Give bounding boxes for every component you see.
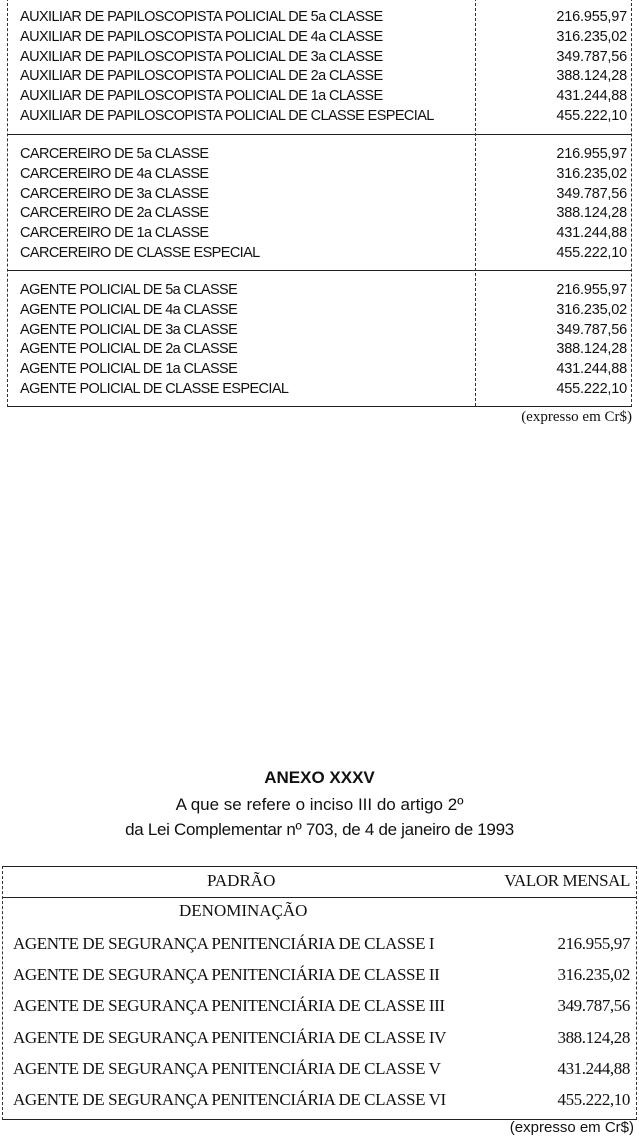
salary-value: 455.222,10 xyxy=(556,108,627,124)
salary-value: 316.235,02 xyxy=(556,28,627,45)
header-separator xyxy=(3,897,636,898)
salary-value: 431.244,88 xyxy=(556,361,627,378)
annex-subtitle: A que se refere o inciso III do artigo 2º xyxy=(175,795,464,814)
table-row xyxy=(20,86,629,106)
salary-value: 455.222,10 xyxy=(556,245,627,261)
table-row xyxy=(20,7,629,27)
table-row xyxy=(20,144,629,164)
job-title: AUXILIAR DE PAPILOSCOPISTA POLICIAL DE 5a CLASSE xyxy=(20,9,383,25)
table-row xyxy=(20,106,629,126)
header-denominacao: DENOMINAÇÃO xyxy=(179,901,308,920)
column-divider xyxy=(475,0,476,406)
annex-subtitle: da Lei Complementar nº 703, de 4 de janeiro de 1993 xyxy=(125,820,514,839)
job-title: AGENTE POLICIAL DE 4a CLASSE xyxy=(20,301,238,318)
job-title: CARCEREIRO DE 1a CLASSE xyxy=(20,225,209,242)
salary-value: 455.222,10 xyxy=(556,381,627,397)
currency-note: (expresso em Cr$) xyxy=(509,1119,634,1136)
table-row xyxy=(13,1087,630,1113)
group-agente-policial xyxy=(8,270,631,407)
job-title: AGENTE POLICIAL DE 1a CLASSE xyxy=(20,361,238,378)
job-title: AGENTE POLICIAL DE CLASSE ESPECIAL xyxy=(20,381,289,397)
salary-value: 349.787,56 xyxy=(556,321,627,338)
salary-value: 431.244,88 xyxy=(556,225,627,242)
salary-value: 216.955,97 xyxy=(556,282,627,298)
salary-table-top xyxy=(7,0,632,407)
job-title: AUXILIAR DE PAPILOSCOPISTA POLICIAL DE 2a CLASSE xyxy=(20,68,383,85)
job-title: CARCEREIRO DE 4a CLASSE xyxy=(20,165,209,182)
salary-value: 349.787,56 xyxy=(556,48,627,65)
table-row xyxy=(20,243,629,263)
table-row xyxy=(20,359,629,379)
salary-value: 388.124,28 xyxy=(556,68,627,85)
header-padrao: PADRÃO xyxy=(207,871,276,890)
table-row xyxy=(20,223,629,243)
table-row xyxy=(13,1025,630,1051)
salary-value: 316.235,02 xyxy=(556,165,627,182)
job-title: AGENTE DE SEGURANÇA PENITENCIÁRIA DE CLASSE V xyxy=(13,1058,441,1078)
job-title: AGENTE DE SEGURANÇA PENITENCIÁRIA DE CLASSE II xyxy=(13,965,440,985)
group-carcereiro xyxy=(8,134,631,271)
job-title: AGENTE POLICIAL DE 5a CLASSE xyxy=(20,282,238,298)
salary-value: 216.955,97 xyxy=(556,146,627,162)
job-title: AUXILIAR DE PAPILOSCOPISTA POLICIAL DE CLASSE ESPECIAL xyxy=(20,108,434,124)
job-title: AGENTE DE SEGURANÇA PENITENCIÁRIA DE CLASSE I xyxy=(13,934,435,953)
table-row xyxy=(20,47,629,67)
table-row xyxy=(20,379,629,399)
salary-value: 349.787,56 xyxy=(556,185,627,202)
salary-table-bottom xyxy=(2,866,637,1120)
salary-value: 388.124,28 xyxy=(556,205,627,222)
job-title: AGENTE DE SEGURANÇA PENITENCIÁRIA DE CLASSE IV xyxy=(13,1027,447,1047)
job-title: AGENTE DE SEGURANÇA PENITENCIÁRIA DE CLASSE VI xyxy=(13,1090,446,1109)
table-row xyxy=(20,66,629,86)
job-title: CARCEREIRO DE 5a CLASSE xyxy=(20,146,209,162)
job-title: AUXILIAR DE PAPILOSCOPISTA POLICIAL DE 4a CLASSE xyxy=(20,28,383,45)
job-title: AUXILIAR DE PAPILOSCOPISTA POLICIAL DE 1a CLASSE xyxy=(20,88,383,105)
currency-note: (expresso em Cr$) xyxy=(521,409,632,425)
job-title: CARCEREIRO DE 3a CLASSE xyxy=(20,185,209,202)
table-row xyxy=(20,320,629,340)
table-row xyxy=(20,300,629,320)
salary-value: 455.222,10 xyxy=(557,1090,630,1109)
salary-value: 316.235,02 xyxy=(557,965,630,985)
job-title: AGENTE POLICIAL DE 2a CLASSE xyxy=(20,341,238,358)
table-row xyxy=(13,962,630,988)
salary-value: 216.955,97 xyxy=(556,9,627,25)
job-title: AUXILIAR DE PAPILOSCOPISTA POLICIAL DE 3a CLASSE xyxy=(20,48,383,65)
salary-value: 431.244,88 xyxy=(557,1058,630,1078)
salary-value: 349.787,56 xyxy=(557,996,630,1016)
table-row xyxy=(20,164,629,184)
job-title: AGENTE DE SEGURANÇA PENITENCIÁRIA DE CLASSE III xyxy=(13,996,445,1016)
table-row xyxy=(20,27,629,47)
salary-value: 316.235,02 xyxy=(556,301,627,318)
job-title: AGENTE POLICIAL DE 3a CLASSE xyxy=(20,321,238,338)
job-title: CARCEREIRO DE CLASSE ESPECIAL xyxy=(20,245,260,261)
job-title: CARCEREIRO DE 2a CLASSE xyxy=(20,205,209,222)
table-row xyxy=(13,1056,630,1082)
salary-value: 388.124,28 xyxy=(557,1027,630,1047)
salary-value: 216.955,97 xyxy=(557,934,630,953)
table-row xyxy=(13,993,630,1019)
salary-value: 431.244,88 xyxy=(556,88,627,105)
annex-title: ANEXO XXXV xyxy=(264,768,375,787)
table-row xyxy=(20,280,629,300)
table-row xyxy=(13,931,630,957)
salary-value: 388.124,28 xyxy=(556,341,627,358)
header-valor-mensal: VALOR MENSAL xyxy=(504,871,630,890)
group-auxiliar-papiloscopista xyxy=(8,0,631,134)
table-row xyxy=(20,203,629,223)
table-row xyxy=(20,184,629,204)
table-row xyxy=(20,339,629,359)
